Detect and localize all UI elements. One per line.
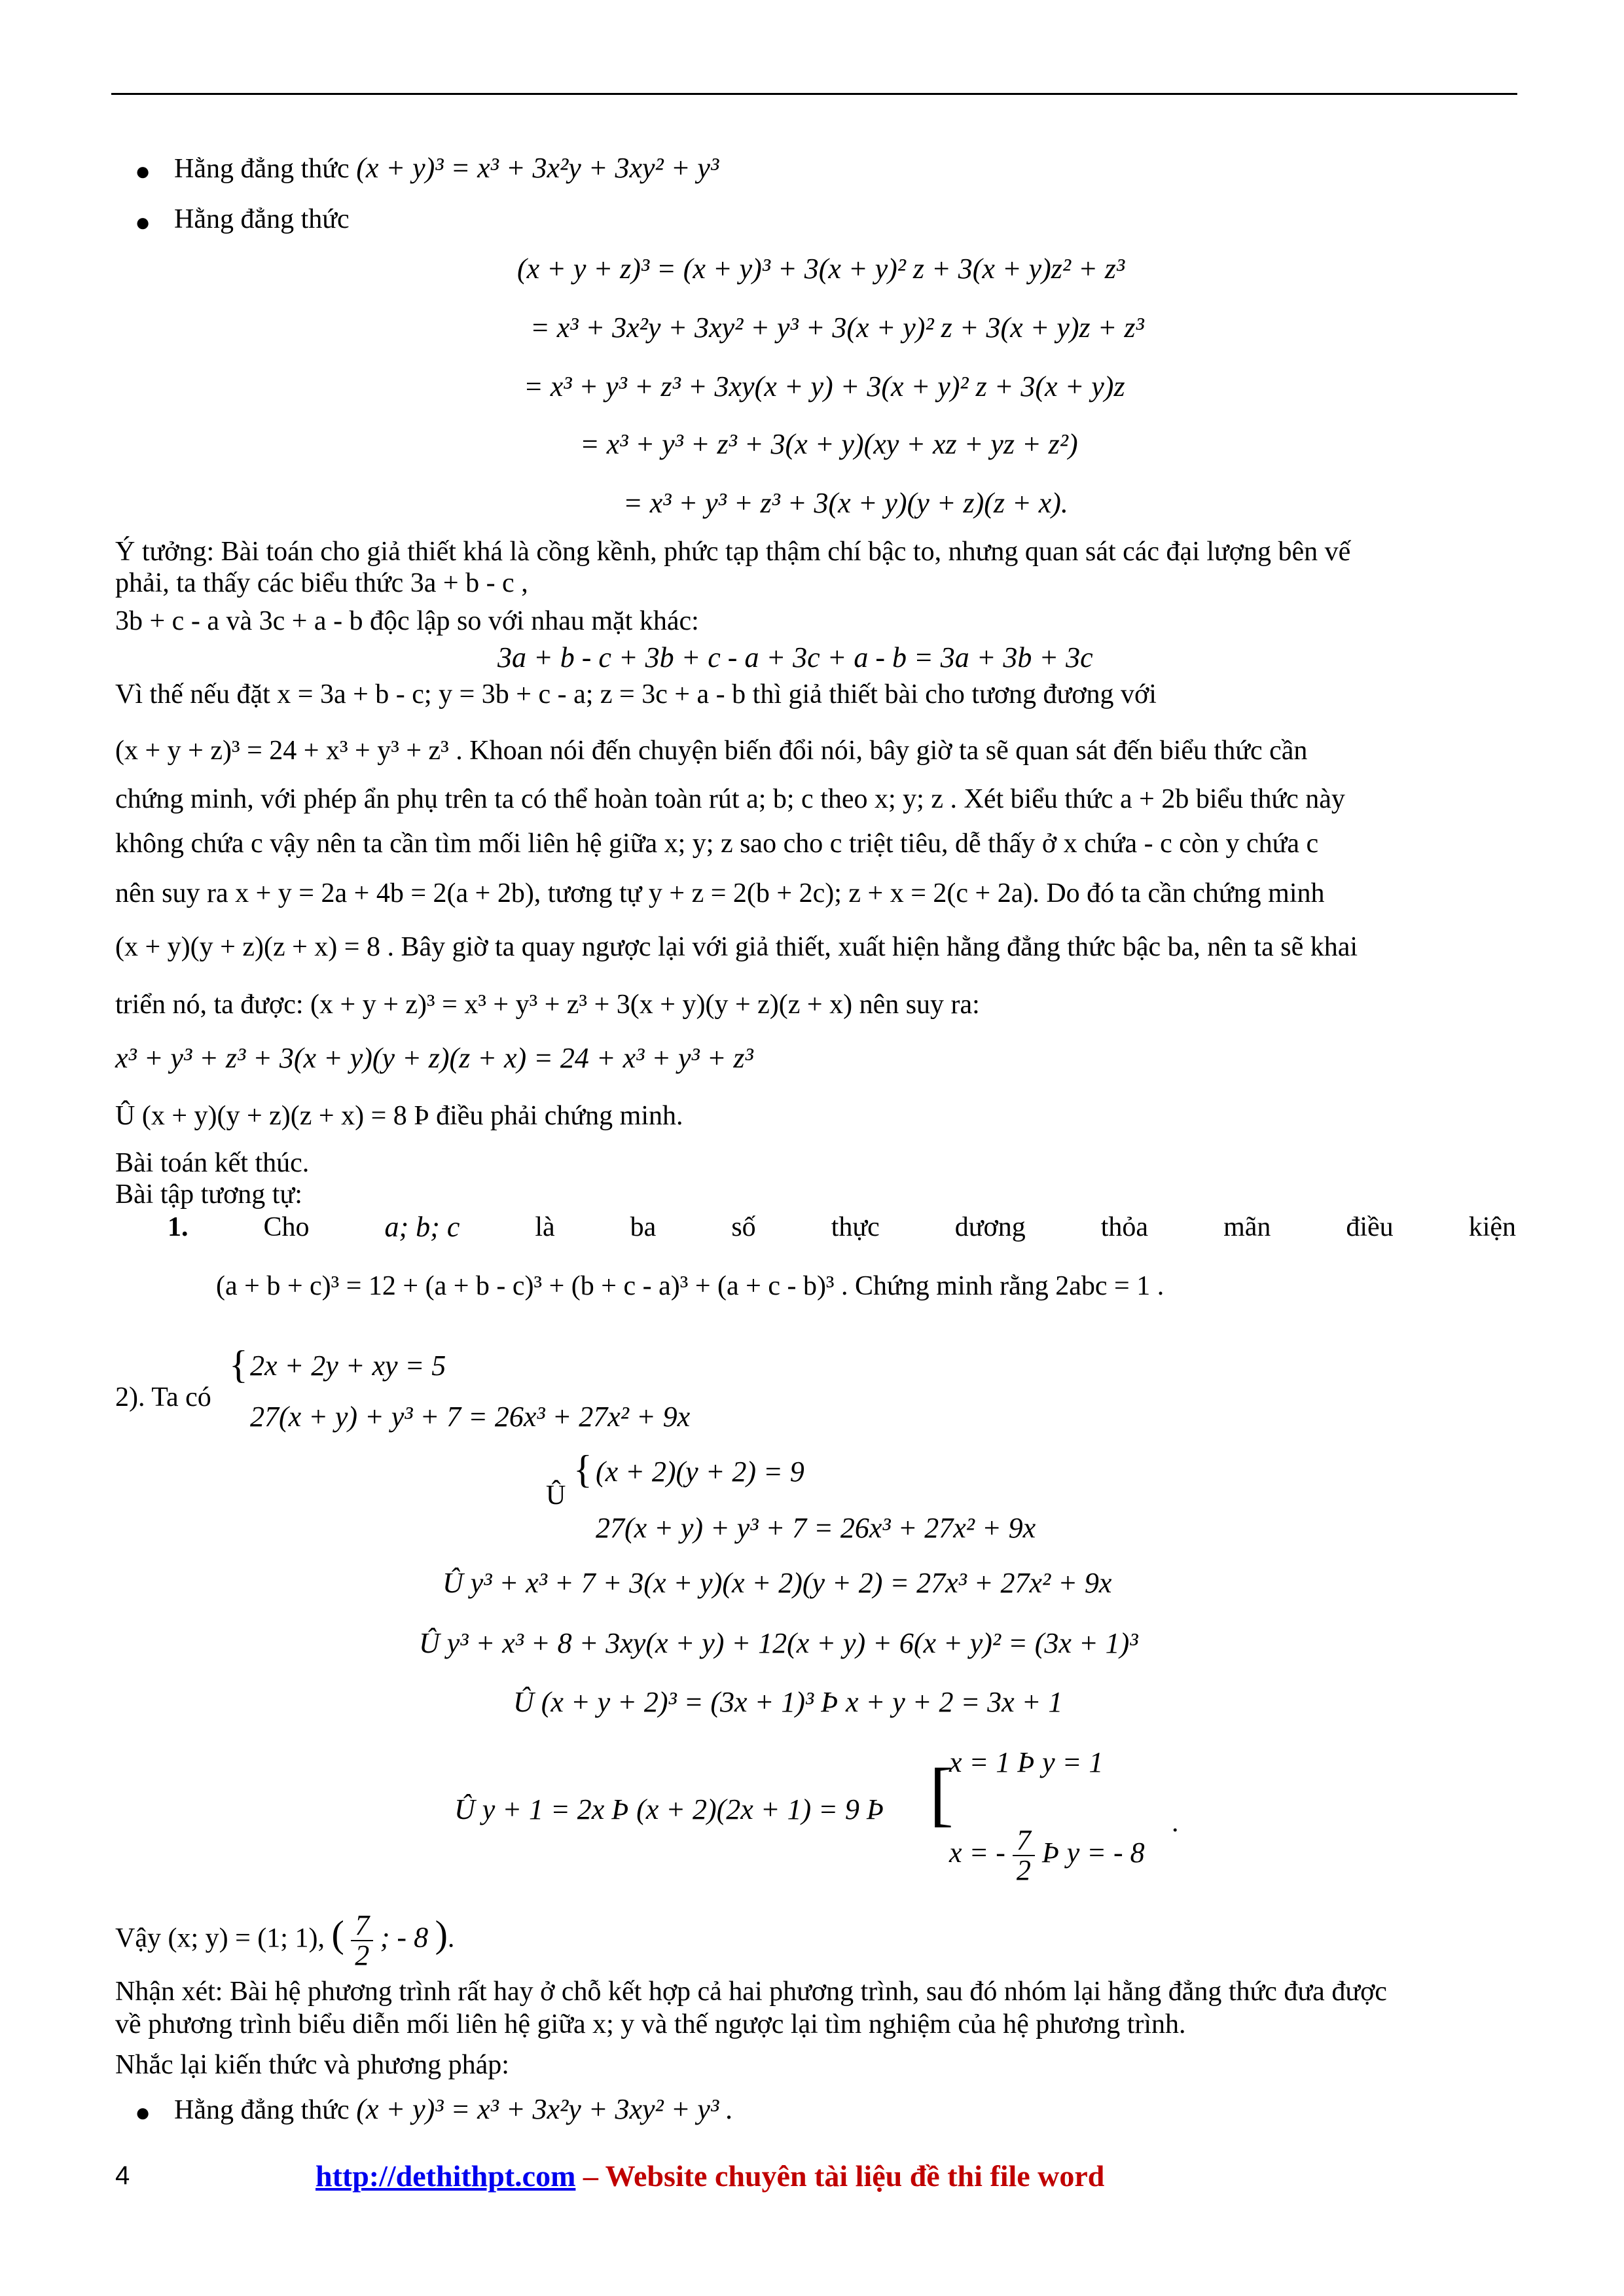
paren-open: ( xyxy=(331,1912,344,1956)
exercise-formula: (a + b + c)³ = 12 + (a + b - c)³ + (b + c - a)³ + (a + c - b)³ . Chứng minh rằng 2abc = 1 . xyxy=(216,1271,1164,1301)
idea-line: Ý tưởng: Bài toán cho giả thiết khá là cồng kềnh, phức tạp thậm chí bậc to, nhưng quan sát các đại lượng bên vế xyxy=(115,537,1351,567)
expansion-line: = x³ + y³ + z³ + 3(x + y)(xy + xz + yz + z²) xyxy=(580,428,1078,460)
idea-line: phải, ta thấy các biểu thức 3a + b - c , xyxy=(115,568,528,598)
expansion-line: (x + y + z)³ = (x + y)³ + 3(x + y)² z + 3(x + y)z² + z³ xyxy=(517,253,1125,285)
exercise-word: thực xyxy=(831,1212,880,1242)
bullet-text xyxy=(174,2093,733,2126)
exercise-word: là xyxy=(535,1212,555,1242)
fraction-denominator: 2 xyxy=(355,1939,370,1971)
system-equation: (x + 2)(y + 2) = 9 xyxy=(596,1456,804,1488)
idea-line: Bài tập tương tự: xyxy=(115,1179,302,1210)
fraction xyxy=(351,1911,373,1970)
system-brace: { xyxy=(229,1343,248,1386)
case-solution: x = 1 Þ y = 1 xyxy=(949,1746,1104,1778)
exercise-number: 1. xyxy=(168,1212,189,1242)
remark-line: Nhắc lại kiến thức và phương pháp: xyxy=(115,2050,509,2080)
bullet-icon: ● xyxy=(135,2098,151,2127)
derivation-step: Û (x + y + 2)³ = (3x + 1)³ Þ x + y + 2 = 3x + 1 xyxy=(513,1686,1063,1718)
bullet-icon: ● xyxy=(135,207,151,237)
conclusion-text: ; - 8 xyxy=(380,1921,429,1954)
case-y: Þ y = - 8 xyxy=(1041,1837,1145,1869)
fraction-numerator: 7 xyxy=(1013,1826,1035,1856)
exercise-word: kiện xyxy=(1468,1212,1516,1242)
exercise-word: điều xyxy=(1346,1212,1394,1242)
derivation-step: Û y + 1 = 2x Þ (x + 2)(2x + 1) = 9 Þ xyxy=(454,1793,884,1825)
bullet-label: Hằng đẳng thức xyxy=(174,2095,350,2125)
system-equation: 2x + 2y + xy = 5 xyxy=(250,1350,446,1382)
bullet-text xyxy=(174,203,350,236)
header-rule xyxy=(111,93,1517,95)
idea-line: x³ + y³ + z³ + 3(x + y)(y + z)(z + x) = 24 + x³ + y³ + z³ xyxy=(115,1042,753,1074)
idea-line: (x + y)(y + z)(z + x) = 8 . Bây giờ ta quay ngược lại với giả thiết, xuất hiện hằng đẳng thức bậc ba, nên ta sẽ khai xyxy=(115,932,1358,962)
idea-line: Vì thế nếu đặt x = 3a + b - c; y = 3b + c - a; z = 3c + a - b thì giả thiết bài cho tương đương với xyxy=(115,679,1157,709)
remark-line: Nhận xét: Bài hệ phương trình rất hay ở chỗ kết hợp cả hai phương trình, sau đó nhóm lại hằng đẳng thức đưa được xyxy=(115,1977,1387,2007)
footer-text: – Website chuyên tài liệu đề thi file word xyxy=(575,2159,1105,2193)
exercise-word: a; b; c xyxy=(384,1211,460,1243)
idea-line: Û (x + y)(y + z)(z + x) = 8 Þ điều phải chứng minh. xyxy=(115,1101,683,1131)
exercise-word: số xyxy=(731,1212,756,1242)
expansion-line: = x³ + y³ + z³ + 3xy(x + y) + 3(x + y)² z + 3(x + y)z xyxy=(524,370,1125,403)
exercise-word: thỏa xyxy=(1100,1212,1149,1242)
idea-line: nên suy ra x + y = 2a + 4b = 2(a + 2b), tương tự y + z = 2(b + 2c); z + x = 2(c + 2a). Do đó ta cần chứng minh xyxy=(115,878,1325,908)
idea-line: Bài toán kết thúc. xyxy=(115,1148,310,1178)
remark-line: về phương trình biểu diễn mối liên hệ giữa x; y và thế ngược lại tìm nghiệm của hệ phương trình. xyxy=(115,2009,1186,2039)
exercise-word: ba xyxy=(630,1212,657,1242)
page-number: 4 xyxy=(115,2161,130,2190)
system-equation: 27(x + y) + y³ + 7 = 26x³ + 27x² + 9x xyxy=(250,1401,691,1433)
paren-close: ) xyxy=(435,1912,448,1956)
idea-line: 3b + c - a và 3c + a - b độc lập so với nhau mặt khác: xyxy=(115,606,699,636)
bullet-label: Hằng đẳng thức xyxy=(174,204,350,234)
derivation-step: Û y³ + x³ + 7 + 3(x + y)(x + 2)(y + 2) = 27x³ + 27x² + 9x xyxy=(442,1567,1112,1599)
fraction-numerator: 7 xyxy=(351,1911,373,1941)
bullet-icon: ● xyxy=(135,156,151,186)
case-bracket: [ xyxy=(929,1753,954,1833)
conclusion-text: Vậy (x; y) = (1; 1), xyxy=(115,1923,325,1954)
case-solution xyxy=(949,1826,1145,1885)
idea-line: 3a + b - c + 3b + c - a + 3c + a - b = 3a + 3b + 3c xyxy=(497,641,1093,673)
derivation-step: Û y³ + x³ + 8 + 3xy(x + y) + 12(x + y) + 6(x + y)² = (3x + 1)³ xyxy=(419,1627,1138,1659)
idea-line: triển nó, ta được: (x + y + z)³ = x³ + y³ + z³ + 3(x + y)(y + z)(z + x) nên suy ra: xyxy=(115,990,980,1020)
exercise-word: Cho xyxy=(263,1212,310,1242)
system-brace: { xyxy=(573,1448,592,1491)
exercise-word: dương xyxy=(954,1212,1026,1242)
idea-line: (x + y + z)³ = 24 + x³ + y³ + z³ . Khoan nói đến chuyện biến đổi nói, bây giờ ta sẽ quan sát đến biểu thức cần xyxy=(115,736,1308,766)
system-equation: 27(x + y) + y³ + 7 = 26x³ + 27x² + 9x xyxy=(596,1512,1036,1544)
expansion-line: = x³ + y³ + z³ + 3(x + y)(y + z)(z + x). xyxy=(623,487,1068,519)
part2-intro: 2). Ta có xyxy=(115,1382,211,1412)
idea-line: chứng minh, với phép ẩn phụ trên ta có thể hoàn toàn rút a; b; c theo x; y; z . Xét biểu thức a + 2b biểu thức này xyxy=(115,784,1345,814)
bullet-label: Hằng đẳng thức xyxy=(174,154,350,184)
conclusion: Vậy (x; y) = (1; 1), ( $\frac{7}{2}$ ; - 8 ). xyxy=(115,1909,455,1971)
bullet-formula: (x + y)³ = x³ + 3x²y + 3xy² + y³ . xyxy=(356,2093,734,2125)
footer xyxy=(316,2159,1104,2193)
period: . xyxy=(1172,1808,1179,1838)
fraction xyxy=(1013,1826,1035,1885)
fraction-denominator: 2 xyxy=(1016,1854,1031,1886)
exercise-word: mãn xyxy=(1223,1212,1271,1242)
equiv-symbol: Û xyxy=(546,1480,566,1511)
footer-link[interactable]: http://dethithpt.com xyxy=(316,2159,576,2193)
expansion-line: = x³ + 3x²y + 3xy² + y³ + 3(x + y)² z + 3(x + y)z + z³ xyxy=(530,312,1144,344)
case-x: x = - xyxy=(949,1837,1005,1869)
bullet-formula: (x + y)³ = x³ + 3x²y + 3xy² + y³ xyxy=(356,152,719,184)
idea-line: không chứa c vậy nên ta cần tìm mối liên hệ giữa x; y; z sao cho c triệt tiêu, dễ thấy ở x chứa - c còn y chứa c xyxy=(115,829,1319,859)
exercise-line xyxy=(168,1211,1516,1244)
bullet-text xyxy=(174,152,719,185)
